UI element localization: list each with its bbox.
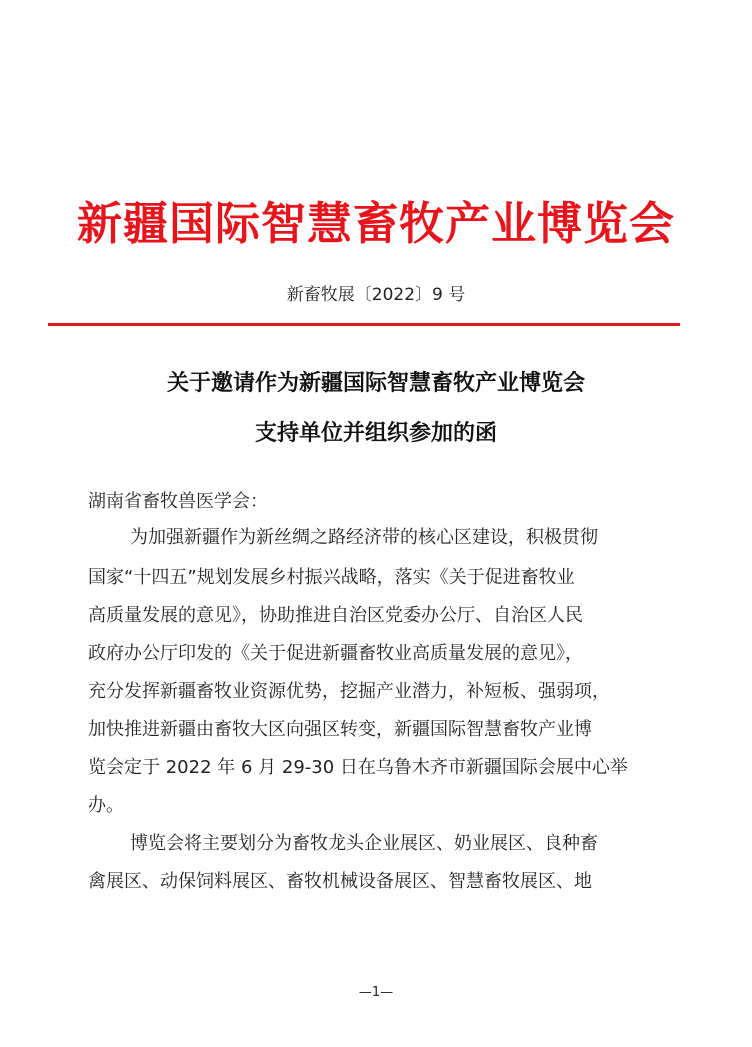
masthead-title: 新疆国际智慧畜牧产业博览会 [76,197,675,250]
document-number: 新畜牧展〔2022〕9 号 [286,285,466,305]
paragraph-1-line: 充分发挥新疆畜牧业资源优势，挖掘产业潜力，补短板、强弱项， [88,681,610,702]
paragraph-1-line: 览会定于 2022 年 6 月 29-30 日在乌鲁木齐市新疆国际会展中心举 [88,757,628,778]
paragraph-1-line: 办。 [88,795,124,816]
red-divider [48,323,680,326]
paragraph-1-line: 国家“十四五”规划发展乡村振兴战略，落实《关于促进畜牧业 [88,567,575,588]
paragraph-1-line: 高质量发展的意见》，协助推进自治区党委办公厅、自治区人民 [88,605,583,626]
letter-title-line-1: 关于邀请作为新疆国际智慧畜牧产业博览会 [166,370,585,396]
letter-title-line-2: 支持单位并组织参加的函 [254,420,497,446]
paragraph-1-line: 为加强新疆作为新丝绸之路经济带的核心区建设，积极贯彻 [130,527,598,548]
paragraph-2-line: 禽展区、动保饲料展区、畜牧机械设备展区、智慧畜牧展区、地 [88,871,592,892]
paragraph-1-line: 政府办公厅印发的《关于促进新疆畜牧业高质量发展的意见》， [88,643,583,664]
salutation: 湖南省畜牧兽医学会： [88,491,268,512]
paragraph-1-line: 加快推进新疆由畜牧大区向强区转变，新疆国际智慧畜牧产业博 [88,719,592,740]
paragraph-2-line: 博览会将主要划分为畜牧龙头企业展区、奶业展区、良种畜 [130,833,598,854]
page-number: —1— [358,985,394,1000]
